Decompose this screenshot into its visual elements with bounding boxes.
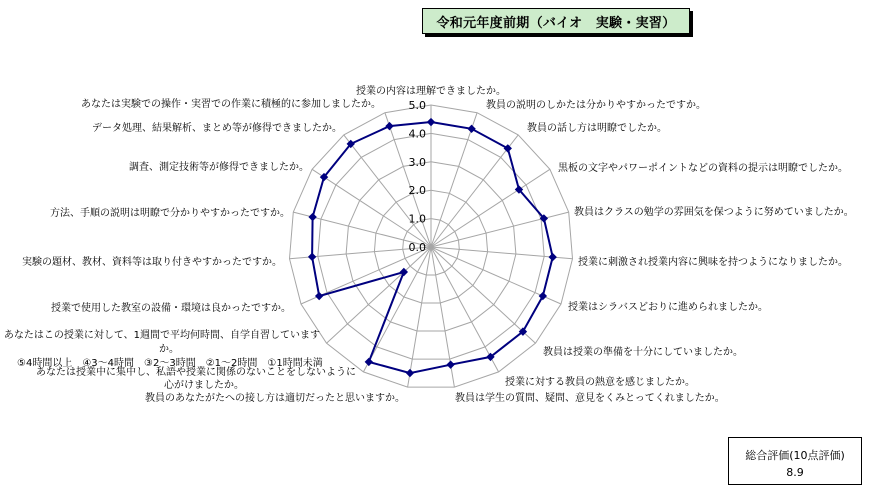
overall-score-label: 総合評価(10点評価)	[745, 449, 845, 462]
category-label: 実験の題材、教材、資料等は取り付きやすかったですか。	[22, 257, 282, 268]
data-point	[539, 292, 547, 300]
data-point	[467, 125, 475, 133]
category-label: 教員の説明のしかたは分かりやすかったですか。	[486, 100, 706, 111]
category-label: 黒板の文字やパワーポイントなどの資料の提示は明瞭でしたか。	[558, 163, 848, 174]
category-label: 授業はシラバスどおりに進められましたか。	[568, 302, 768, 313]
category-label: 教員は学生の質問、疑問、意見をくみとってくれましたか。	[455, 393, 725, 404]
category-label: 教員のあなたがたへの接し方は適切だったと思いますか。	[145, 393, 405, 404]
grid-spoke	[431, 135, 518, 247]
grid-spoke	[431, 212, 569, 247]
overall-score-value: 8.9	[786, 466, 804, 479]
axis-tick-label: 5.0	[408, 99, 426, 112]
category-label: 方法、手順の説明は明瞭で分かりやすかったですか。	[50, 208, 290, 219]
data-point	[427, 118, 435, 126]
category-label: 調査、測定技術等が修得できましたか。	[129, 162, 309, 173]
category-label: あなたは実験での操作・実習での作業に積極的に参加しましたか。	[81, 99, 381, 110]
category-label: 授業に刺激され授業内容に興味を持つようになりましたか。	[578, 257, 848, 268]
overall-score-box	[728, 437, 862, 485]
data-point	[385, 122, 393, 130]
category-label: あなたは授業中に集中し、私語や授業に関係のないことをしないように心がけましたか。	[36, 367, 356, 391]
grid-spoke	[431, 247, 536, 343]
category-label: 教員の話し方は明瞭でしたか。	[527, 123, 667, 134]
data-point	[308, 253, 316, 261]
data-point	[549, 253, 557, 261]
category-label: 授業で使用した教室の設備・環境は良かったですか。	[51, 303, 291, 314]
category-label: 授業に対する教員の熱意を感じましたか。	[505, 377, 695, 388]
radar-grid	[290, 105, 573, 387]
data-point	[446, 360, 454, 368]
category-label: 教員は授業の準備を十分にしていましたか。	[543, 347, 743, 358]
grid-spoke	[327, 247, 432, 343]
data-point	[308, 213, 316, 221]
axis-tick-label: 4.0	[408, 127, 426, 141]
data-point	[406, 369, 414, 377]
category-label: データ処理、結果解析、まとめ等が修得できましたか。	[92, 123, 342, 134]
grid-spoke	[431, 113, 477, 247]
grid-spoke	[431, 169, 550, 247]
axis-tick-label: 3.0	[408, 155, 426, 169]
data-point	[365, 358, 373, 366]
axis-tick-label: 2.0	[408, 184, 426, 198]
data-point	[315, 292, 323, 300]
axis-tick-label: 0.0	[408, 241, 426, 254]
axis-tick-label: 1.0	[408, 212, 426, 226]
grid-spoke	[312, 169, 431, 247]
category-label: あなたはこの授業に対して、1週間で平均何時間、自学自習していますか。 ⑤4時間以上 ④3～4時間 ③2～3時間 ②1～2時間 ①1時間未満	[3, 330, 323, 369]
chart-title: 令和元年度前期（バイオ 実験・実習）	[422, 8, 690, 34]
category-label: 授業の内容は理解できましたか。	[356, 86, 506, 97]
category-label: 教員はクラスの勉学の雰囲気を保つように努めていましたか。	[574, 207, 854, 218]
